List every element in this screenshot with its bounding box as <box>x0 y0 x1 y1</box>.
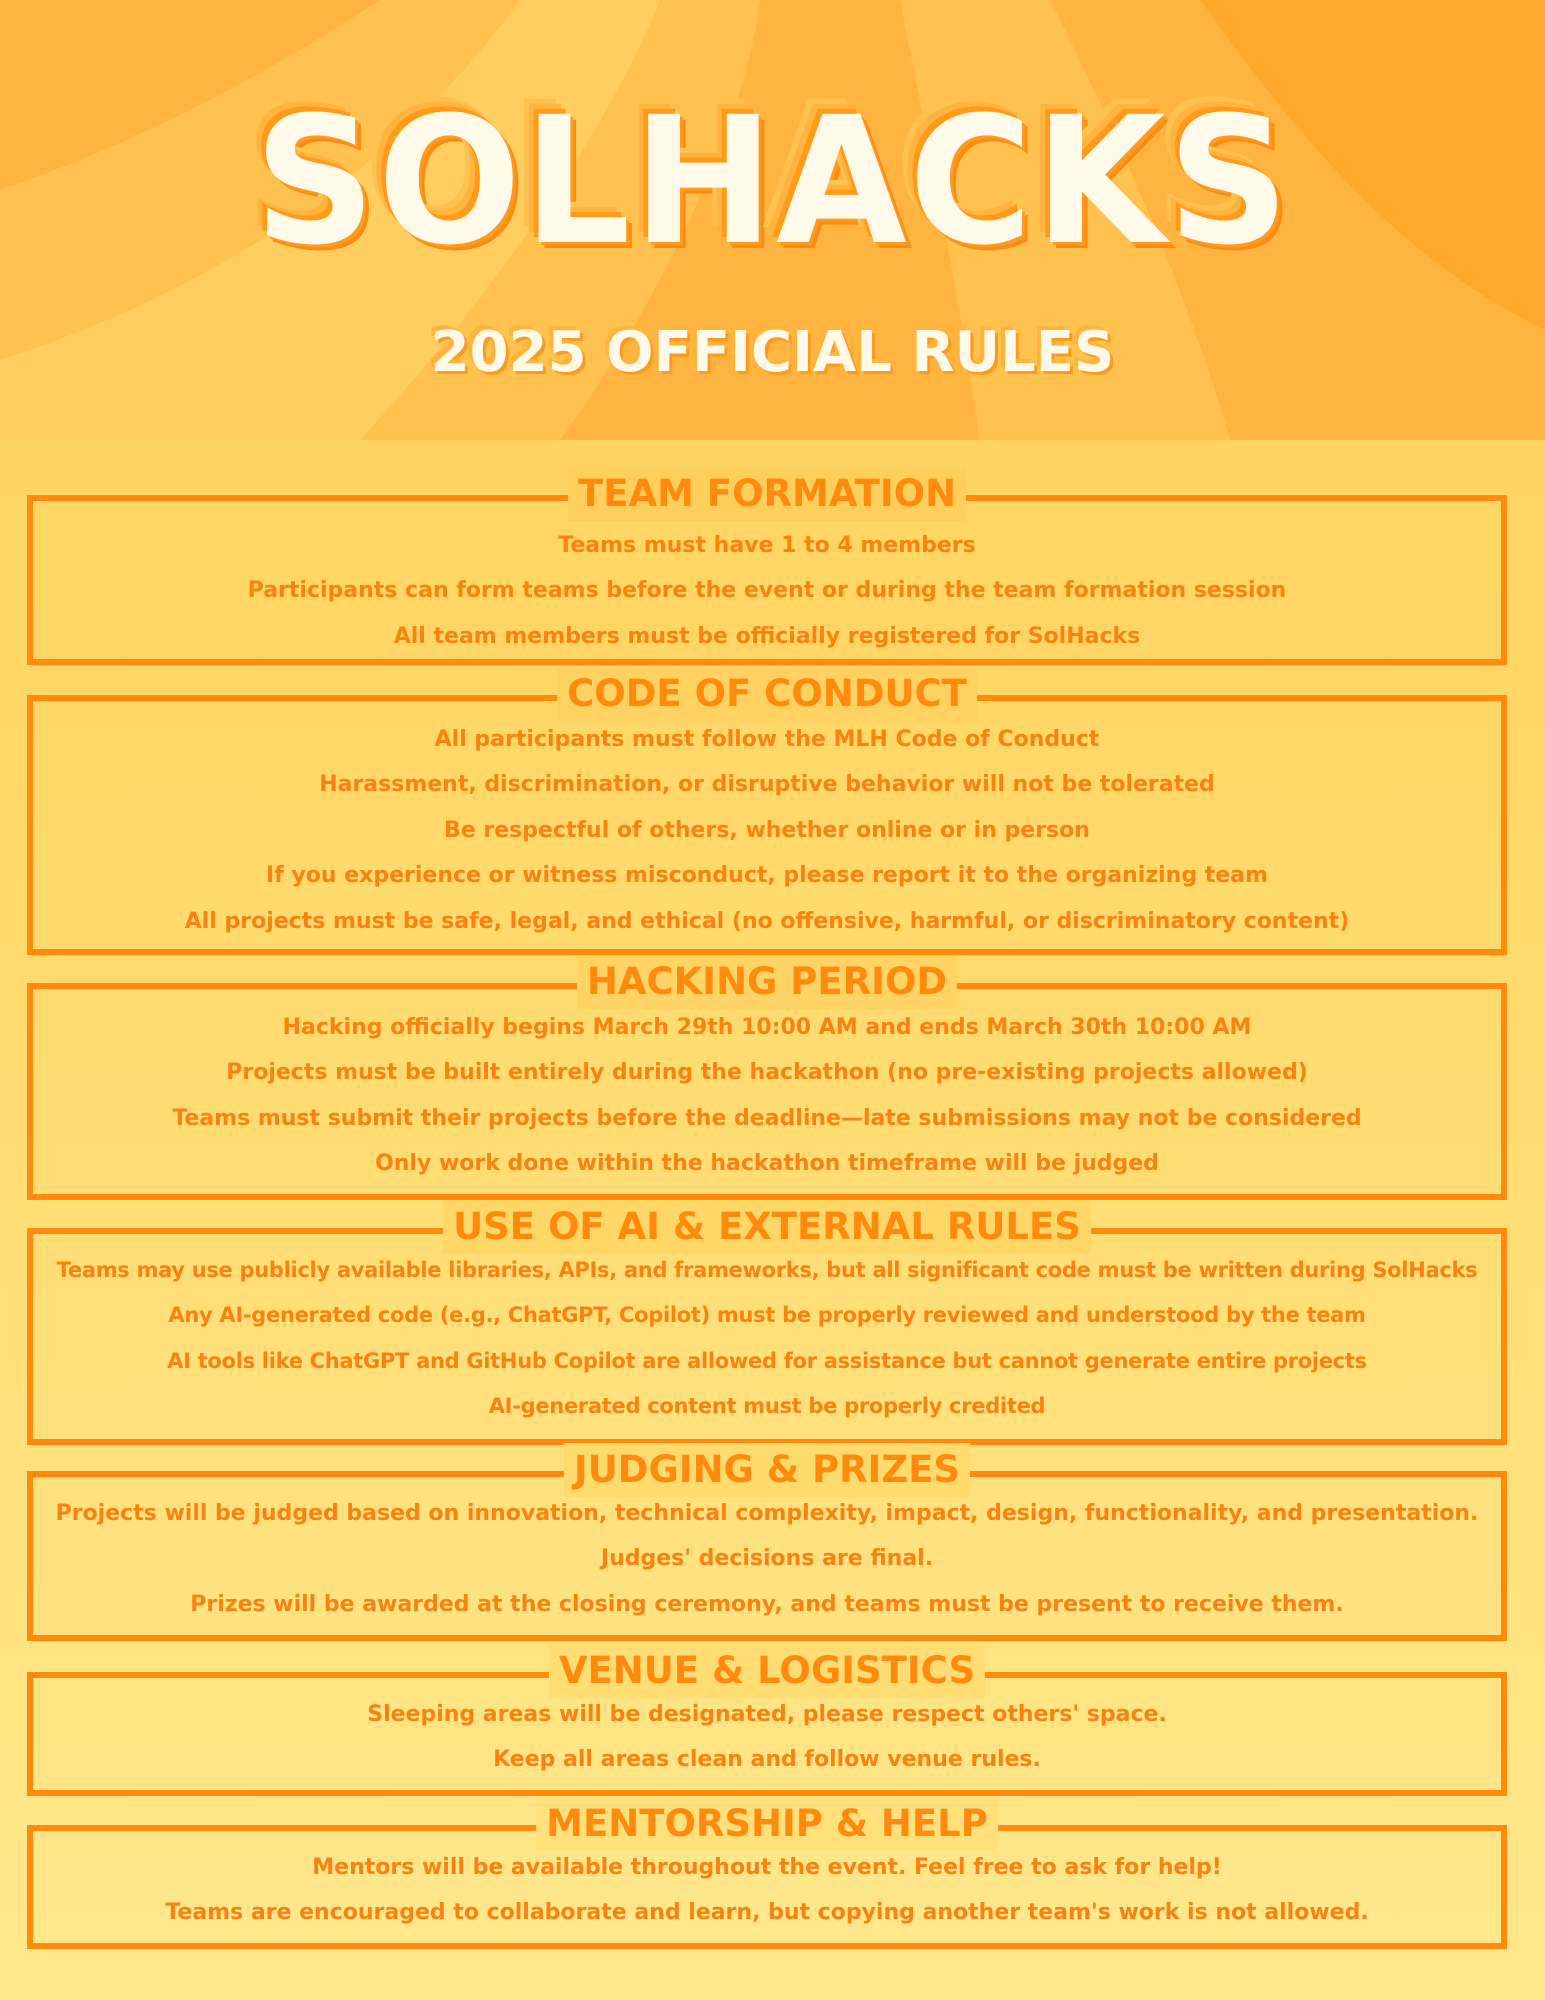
rule-item: Keep all areas clean and follow venue rules. <box>493 1747 1041 1773</box>
rule-item: AI-generated content must be properly credited <box>488 1394 1046 1419</box>
rule-item: Sleeping areas will be designated, please respect others' space. <box>367 1702 1167 1727</box>
rule-list <box>33 989 1501 1187</box>
rule-item: Projects will be judged based on innovation, technical complexity, impact, design, functionality, and presentation. <box>55 1501 1479 1526</box>
section-judging-prizes <box>27 1448 1507 1641</box>
rule-item: Projects must be built entirely during the hackathon (no pre-existing projects allowed) <box>226 1060 1308 1086</box>
rule-item: Be respectful of others, whether online or in person <box>444 817 1090 843</box>
rule-item: Any AI-generated code (e.g., ChatGPT, Copilot) must be properly reviewed and understood by the team <box>168 1303 1366 1328</box>
rule-list <box>33 501 1501 659</box>
rule-item: Only work done within the hackathon timeframe will be judged <box>375 1151 1159 1177</box>
section-title: VENUE & LOGISTICS <box>549 1644 985 1698</box>
rule-item: Teams must have 1 to 4 members <box>558 533 976 558</box>
poster-subtitle: 2025 OFFICIAL RULES <box>430 320 1115 385</box>
section-title: CODE OF CONDUCT <box>557 667 977 721</box>
rule-list <box>33 1234 1501 1430</box>
rule-item: If you experience or witness misconduct, please report it to the organizing team <box>266 863 1268 889</box>
section-title: MENTORSHIP & HELP <box>536 1797 998 1851</box>
section-title: HACKING PERIOD <box>577 955 957 1009</box>
section-team-formation <box>27 472 1507 665</box>
section-title: TEAM FORMATION <box>568 467 966 521</box>
section-use-of-ai <box>27 1205 1507 1445</box>
section-code-of-conduct <box>27 672 1507 955</box>
rule-list <box>33 701 1501 944</box>
rule-item: All projects must be safe, legal, and ethical (no offensive, harmful, or discriminatory content) <box>184 908 1350 934</box>
rule-item: Hacking officially begins March 29th 10:00 AM and ends March 30th 10:00 AM <box>282 1015 1252 1040</box>
solhacks-logo: SOLHACKS <box>253 79 1292 284</box>
section-mentorship-help <box>27 1802 1507 1949</box>
rule-item: AI tools like ChatGPT and GitHub Copilot are allowed for assistance but cannot generate entire projects <box>167 1348 1367 1373</box>
rule-item: Prizes will be awarded at the closing ceremony, and teams must be present to receive them. <box>190 1591 1344 1617</box>
section-hacking-period <box>27 960 1507 1200</box>
rule-item: Mentors will be available throughout the event. Feel free to ask for help! <box>312 1855 1222 1880</box>
rule-list <box>33 1477 1501 1627</box>
rule-item: Teams are encouraged to collaborate and learn, but copying another team's work is not allowed. <box>165 1900 1369 1926</box>
rule-item: Participants can form teams before the event or during the team formation session <box>247 578 1287 604</box>
rule-item: Teams must submit their projects before the deadline—late submissions may not be considered <box>172 1105 1362 1131</box>
rule-item: All team members must be officially registered for SolHacks <box>393 623 1141 649</box>
rule-item: Teams may use publicly available libraries, APIs, and frameworks, but all significant code must be written during SolHacks <box>56 1258 1478 1282</box>
section-title: JUDGING & PRIZES <box>564 1443 970 1497</box>
section-title: USE OF AI & EXTERNAL RULES <box>443 1200 1091 1254</box>
rule-item: Harassment, discrimination, or disruptive behavior will not be tolerated <box>319 772 1215 798</box>
section-venue-logistics <box>27 1649 1507 1796</box>
rule-item: All participants must follow the MLH Code of Conduct <box>434 727 1100 752</box>
rule-item: Judges' decisions are final. <box>600 1546 934 1572</box>
